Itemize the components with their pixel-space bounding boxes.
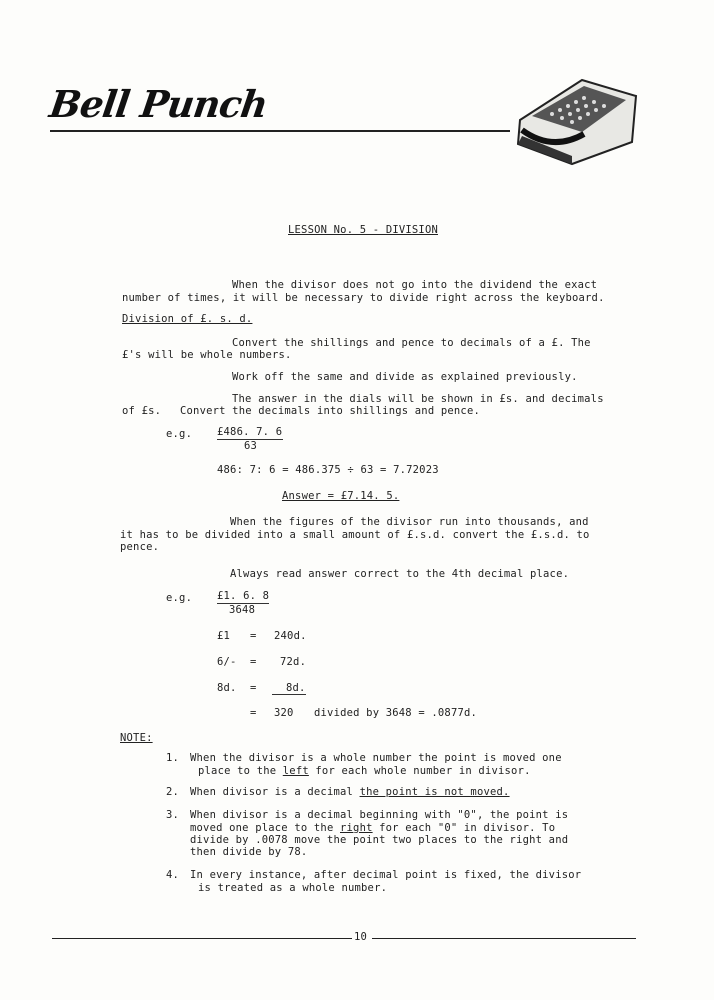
- example2-sum-underline: [272, 694, 306, 695]
- example2-label: e.g.: [166, 592, 193, 604]
- note-2-line-1: [190, 786, 510, 798]
- example2-row-right: 72d.: [280, 656, 307, 668]
- example2-total-value: 320: [274, 707, 294, 719]
- note-1-line-1: When the divisor is a whole number the point is moved one: [190, 752, 562, 764]
- footer-rule-left: [52, 938, 352, 939]
- answer-para-line-1: The answer in the dials will be shown in £s. and decimals: [232, 393, 604, 405]
- example1-label: e.g.: [166, 428, 193, 440]
- example2-row-left: £1: [217, 630, 231, 642]
- note-3-text-end: for each "0" in divisor. To: [372, 822, 556, 834]
- note-2-emphasis: the point is not moved.: [359, 786, 510, 798]
- example1-answer: Answer = £7.14. 5.: [282, 490, 400, 502]
- answer-para-line-2-prefix: of £s.: [122, 405, 162, 417]
- always-line: Always read answer correct to the 4th decimal place.: [230, 568, 570, 580]
- note-3-text: moved one place to the: [190, 822, 340, 834]
- calculator-machine-icon: [512, 72, 642, 167]
- example2-row-right: 240d.: [274, 630, 307, 642]
- note-4-line-2: is treated as a whole number.: [198, 882, 388, 894]
- example2-row-eq: =: [250, 682, 257, 694]
- note-number: 3.: [166, 809, 180, 821]
- note-heading: NOTE:: [120, 732, 153, 744]
- footer-rule-right: [372, 938, 636, 939]
- note-1-text-end: for each whole number in divisor.: [308, 765, 531, 777]
- example2-numerator: £1. 6. 8: [217, 590, 270, 602]
- note-3-line-2: [190, 822, 555, 834]
- example2-row-eq: =: [250, 630, 257, 642]
- example2-row-left: 8d.: [217, 682, 237, 694]
- convert-line-2: £'s will be whole numbers.: [122, 349, 292, 361]
- intro-line-2: number of times, it will be necessary to divide right across the keyboard.: [122, 292, 605, 304]
- note-3-line-4: then divide by 78.: [190, 846, 308, 858]
- example1-denominator: 63: [244, 440, 258, 452]
- page-number: 10: [354, 931, 368, 943]
- note-2-text: When divisor is a decimal: [190, 786, 360, 798]
- note-number: 1.: [166, 752, 180, 764]
- example2-total-eq: =: [250, 707, 257, 719]
- bell-punch-logo: Bell Punch: [46, 82, 270, 126]
- division-heading: Division of £. s. d.: [122, 313, 253, 325]
- note-4-line-1: In every instance, after decimal point is fixed, the divisor: [190, 869, 582, 881]
- lesson-title: LESSON No. 5 - DIVISION: [288, 224, 438, 236]
- intro-line-1: When the divisor does not go into the dividend the exact: [232, 279, 598, 291]
- note-1-text: place to the: [198, 765, 283, 777]
- example2-row-right: 8d.: [286, 682, 306, 694]
- note-1-emphasis: left: [282, 765, 309, 777]
- answer-para-line-2-rest: Convert the decimals into shillings and pence.: [180, 405, 480, 417]
- example2-row-eq: =: [250, 656, 257, 668]
- example1-calculation: 486: 7: 6 = 486.375 ÷ 63 = 7.72023: [217, 464, 439, 476]
- thousands-line-2: it has to be divided into a small amount of £.s.d. convert the £.s.d. to: [120, 529, 590, 541]
- thousands-line-3: pence.: [120, 541, 160, 553]
- example2-total-text: divided by 3648 = .0877d.: [314, 707, 478, 719]
- convert-line-1: Convert the shillings and pence to decimals of a £. The: [232, 337, 591, 349]
- note-3-line-1: When divisor is a decimal beginning with "0", the point is: [190, 809, 569, 821]
- header-rule: [50, 130, 510, 132]
- note-number: 2.: [166, 786, 180, 798]
- note-1-line-2: [198, 765, 531, 777]
- note-3-emphasis: right: [340, 822, 373, 834]
- example1-numerator: £486. 7. 6: [217, 426, 283, 438]
- example2-row-left: 6/-: [217, 656, 237, 668]
- work-line: Work off the same and divide as explained previously.: [232, 371, 578, 383]
- note-number: 4.: [166, 869, 180, 881]
- example2-denominator: 3648: [229, 604, 256, 616]
- note-3-line-3: divide by .0078 move the point two places to the right and: [190, 834, 569, 846]
- thousands-line-1: When the figures of the divisor run into thousands, and: [230, 516, 589, 528]
